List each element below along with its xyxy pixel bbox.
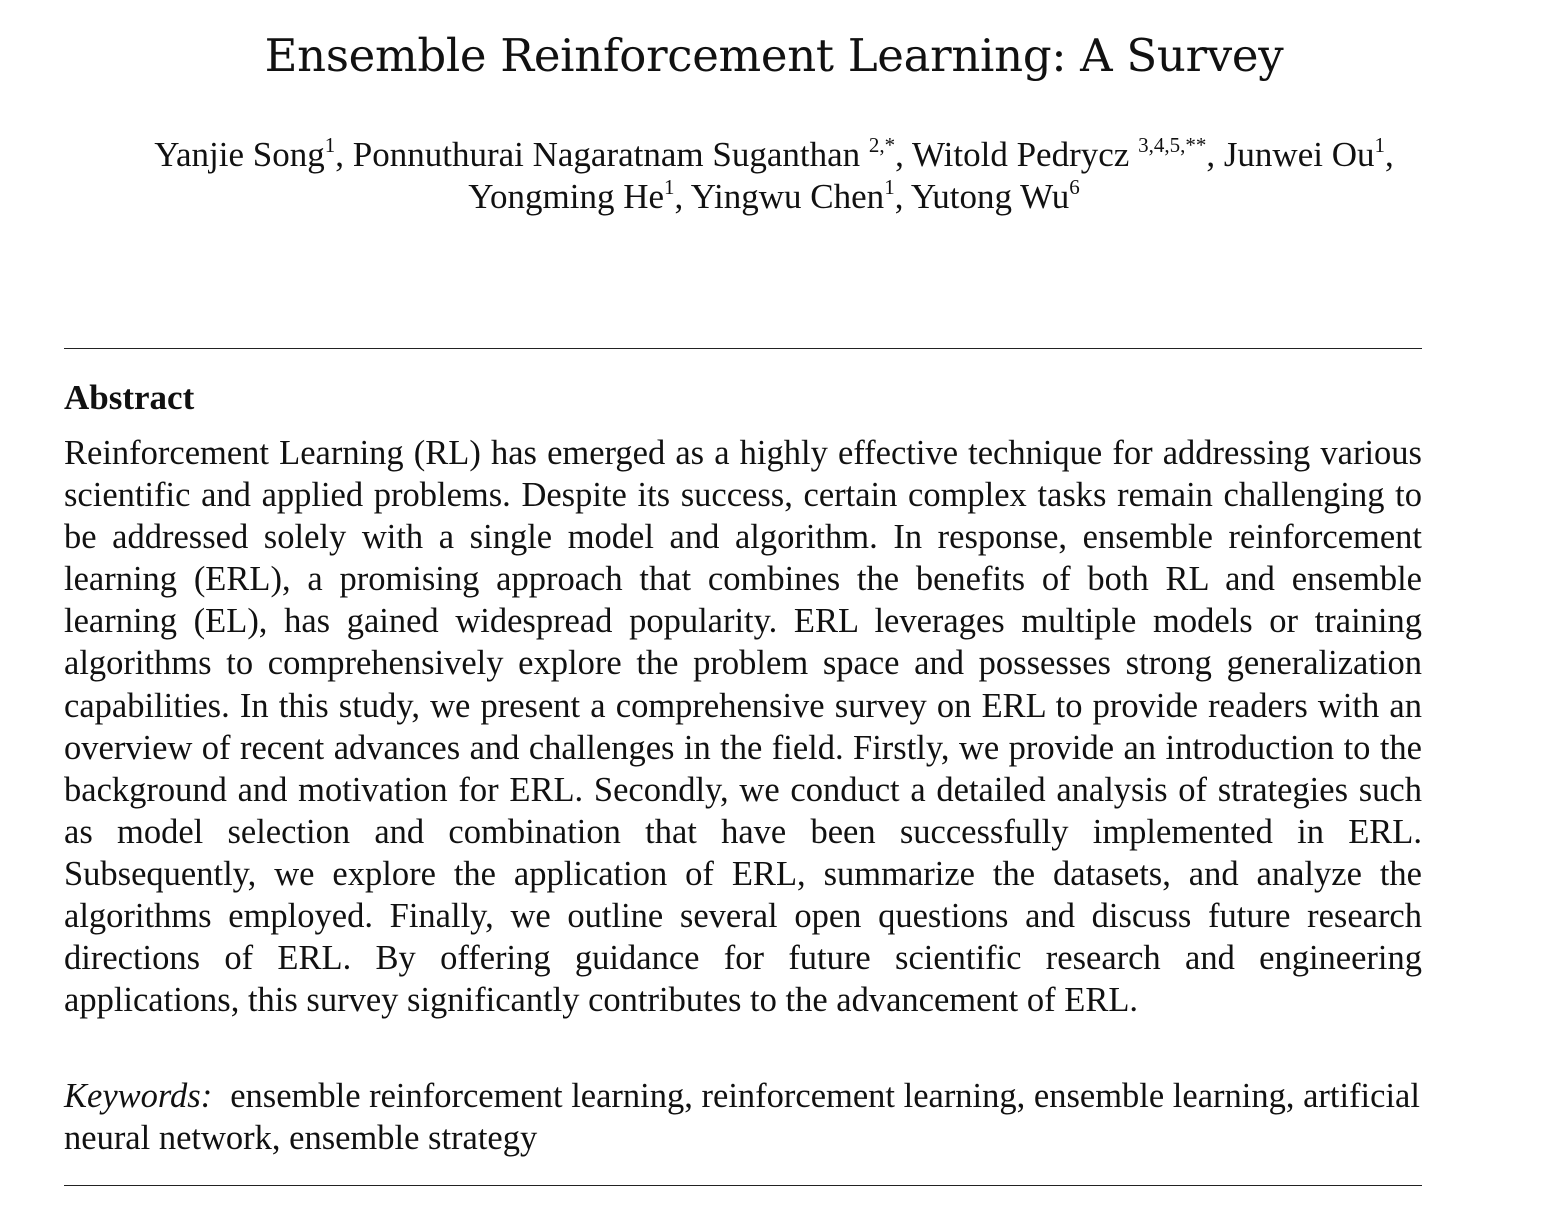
- author-name: Yutong Wu: [910, 177, 1070, 216]
- author-separator: ,: [674, 177, 691, 216]
- author-separator: ,: [1385, 135, 1394, 174]
- abstract-text: Reinforcement Learning (RL) has emerged as a highly effective technique for addressing various scientific and applied problems. Despite its success, certain complex tasks remain challenging to be addressed solely with a single model and algorithm. In response, ensemble reinforcement learning (ERL), a promising approach that combines the benefits of both RL and ensemble learning (EL), has gained widespread popularity. ERL leverages multiple models or training algorithms to comprehensively explore the problem space and possesses strong generalization capabilities. In this study, we present a comprehensive survey on ERL to provide readers with an overview of recent advances and challenges in the field. Firstly, we provide an introduction to the background and motivation for ERL. Secondly, we conduct a detailed analysis of strategies such as model selection and combination that have been successfully implemented in ERL. Subsequently, we explore the application of ERL, summarize the datasets, and analyze the algorithms employed. Finally, we outline several open questions and discuss future research directions of ERL. By offering guidance for future scientific research and engineering applications, this survey significantly contributes to the advancement of ERL.: [64, 434, 1422, 1020]
- author-list: [40, 134, 1508, 218]
- keywords: [64, 1075, 1422, 1159]
- author-affiliation-marker: 6: [1069, 175, 1080, 199]
- author-name: Yingwu Chen: [690, 177, 885, 216]
- author-line-1: [40, 134, 1508, 176]
- author-affiliation-marker: 1: [664, 175, 675, 199]
- author-affiliation-marker: 3,4,5,**: [1138, 133, 1207, 157]
- paper-title: Ensemble Reinforcement Learning: A Survey: [264, 29, 1284, 82]
- author-separator: ,: [894, 177, 911, 216]
- author-line-2: [40, 176, 1508, 218]
- author-affiliation-marker: 1: [884, 175, 895, 199]
- author-name: Yanjie Song: [154, 135, 325, 174]
- author-separator: ,: [1206, 135, 1224, 174]
- bottom-divider: [64, 1185, 1422, 1186]
- author-name: Ponnuthurai Nagaratnam Suganthan: [352, 135, 869, 174]
- abstract-heading: Abstract: [64, 378, 195, 417]
- author-name: Junwei Ou: [1223, 135, 1375, 174]
- author-affiliation-marker: 2,*: [868, 133, 896, 157]
- author-affiliation-marker: 1: [324, 133, 336, 157]
- keywords-text: ensemble reinforcement learning, reinforcement learning, ensemble learning, artificial neural network, ensemble strategy: [64, 1077, 1420, 1157]
- author-name: Witold Pedrycz: [912, 135, 1139, 174]
- keywords-label: Keywords:: [64, 1077, 213, 1115]
- top-divider: [64, 348, 1422, 349]
- author-affiliation-marker: 1: [1374, 133, 1385, 157]
- author-separator: ,: [335, 135, 353, 174]
- author-name: Yongming He: [468, 177, 664, 216]
- author-separator: ,: [895, 135, 913, 174]
